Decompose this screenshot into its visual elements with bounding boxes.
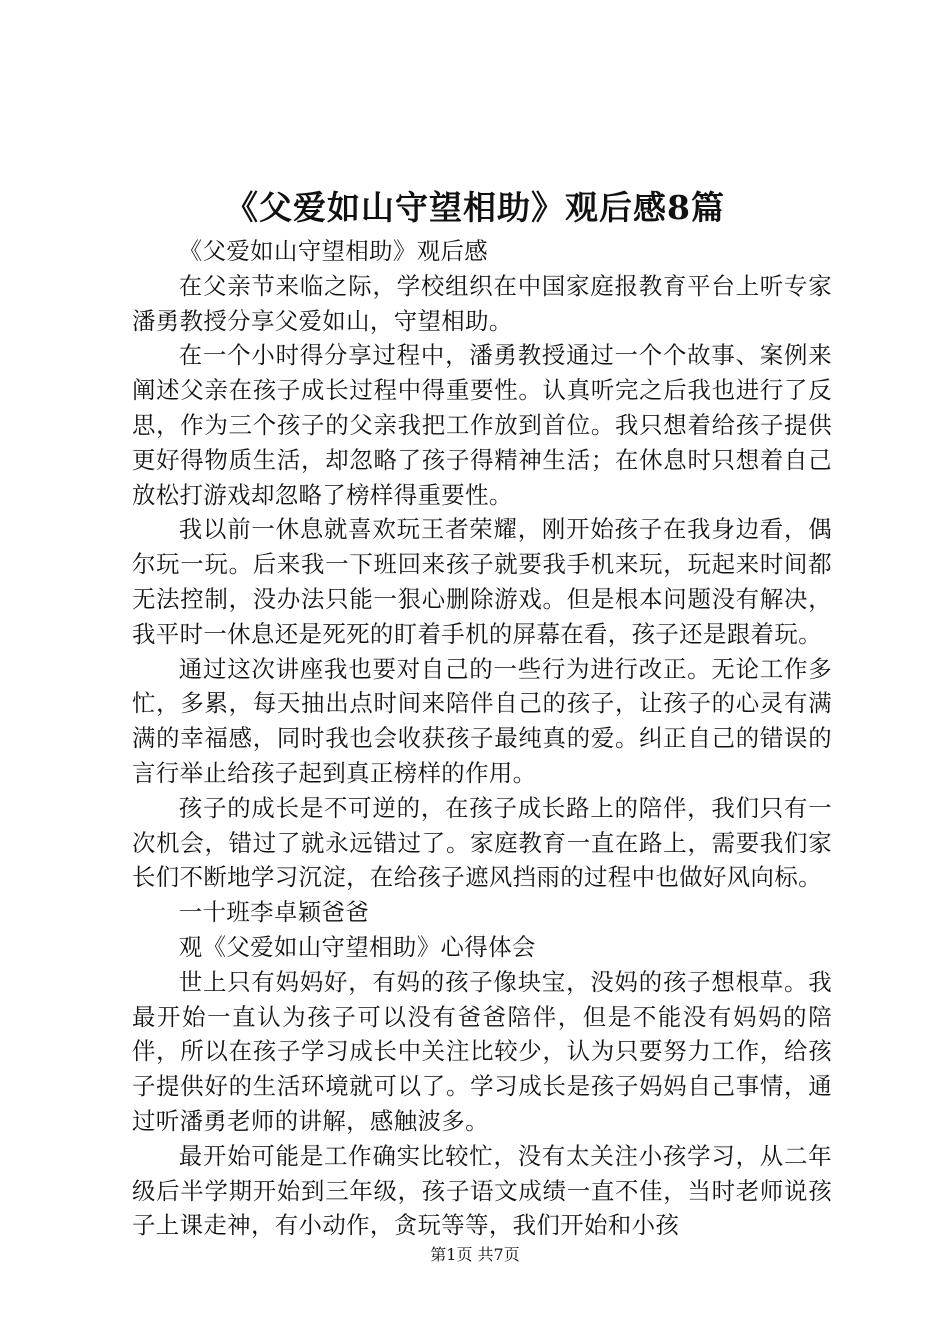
body-paragraph: 通过这次讲座我也要对自己的一些行为进行改正。无论工作多忙，多累，每天抽出点时间来陪伴自己的孩子，让孩子的心灵有满满的幸福感，同时我也会收获孩子最纯真的爱。纠正自己的错误的言行举止给孩子起到真正榜样的作用。 (132, 654, 832, 787)
body-paragraph: 最开始可能是工作确实比较忙，没有太关注小孩学习，从二年级后半学期开始到三年级，孩子语文成绩一直不佳，当时老师说孩子上课走神，有小动作，贪玩等等，我们开始和小孩 (132, 1141, 832, 1240)
page-number: 第1页 共7页 (430, 1245, 520, 1264)
body-paragraph: 世上只有妈妈好，有妈的孩子像块宝，没妈的孩子想根草。我最开始一直认为孩子可以没有爸爸陪伴，但是不能没有妈妈的陪伴，所以在孩子学习成长中关注比较少，认为只要努力工作，给孩子提供好的生活环境就可以了。学习成长是孩子妈妈自己事情，通过听潘勇老师的讲解，感触波多。 (132, 967, 832, 1135)
subtitle-paragraph: 《父爱如山守望相助》观后感 (178, 237, 489, 265)
body-paragraph: 在父亲节来临之际，学校组织在中国家庭报教育平台上听专家潘勇教授分享父爱如山，守望相助。 (132, 271, 832, 335)
author-signature: 一十班李卓颖爸爸 (178, 898, 370, 927)
body-paragraph: 我以前一休息就喜欢玩王者荣耀，刚开始孩子在我身边看，偶尔玩一玩。后来我一下班回来孩子就要我手机来玩，玩起来时间都无法控制，没办法只能一狠心删除游戏。但是根本问题没有解决，我平时一休息还是死死的盯着手机的屏幕在看，孩子还是跟着玩。 (132, 515, 832, 648)
document-body (132, 234, 832, 1243)
body-paragraph: 孩子的成长是不可逆的，在孩子成长路上的陪伴，我们只有一次机会，错过了就永远错过了。家庭教育一直在路上，需要我们家长们不断地学习沉淀，在给孩子遮风挡雨的过程中也做好风向标。 (132, 793, 832, 892)
body-paragraph: 在一个小时得分享过程中，潘勇教授通过一个个故事、案例来阐述父亲在孩子成长过程中得重要性。认真听完之后我也进行了反思，作为三个孩子的父亲我把工作放到首位。我只想着给孩子提供更好得物质生活，却忽略了孩子得精神生活；在休息时只想着自己放松打游戏却忽略了榜样得重要性。 (132, 341, 832, 509)
document-title: 《父爱如山守望相助》观后感8篇 (225, 188, 725, 227)
section-heading: 观《父爱如山守望相助》心得体会 (178, 932, 536, 961)
